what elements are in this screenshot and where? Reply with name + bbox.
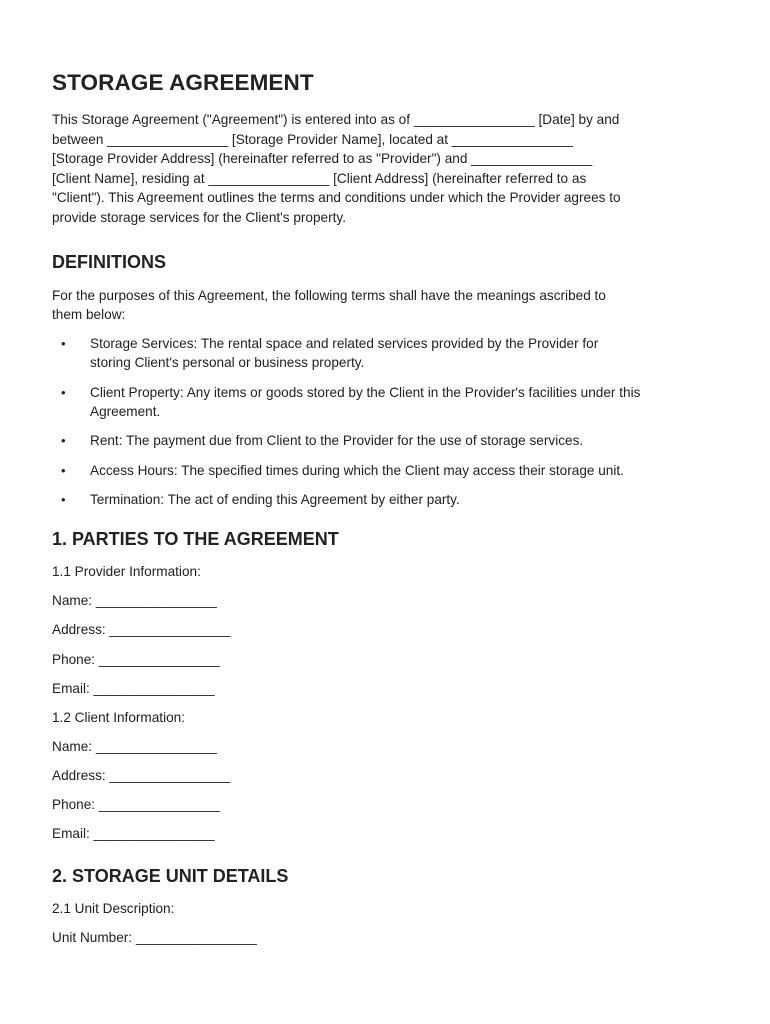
intro-line: [Client Name], residing at ________________ [Client Address] (hereinafter referred to as: [52, 170, 587, 186]
storage-unit-heading: 2. STORAGE UNIT DETAILS: [52, 865, 289, 886]
provider-name-field: Name: ________________: [52, 593, 217, 609]
intro-line: provide storage services for the Client's property.: [52, 209, 346, 225]
definition-line: storing Client's personal or business property.: [90, 355, 365, 371]
definitions-list: [52, 334, 724, 510]
definition-line: Termination: The act of ending this Agreement by either party.: [90, 491, 460, 507]
definition-item-client-property: [52, 383, 724, 422]
client-email-field: Email: ________________: [52, 826, 215, 842]
document-page: [52, 68, 724, 947]
definitions-heading: DEFINITIONS: [52, 251, 167, 272]
provider-email-field: Email: ________________: [52, 680, 215, 696]
bullet-icon: •: [61, 491, 66, 507]
client-info-heading: 1.2 Client Information:: [52, 709, 185, 725]
provider-phone-field: Phone: ________________: [52, 651, 220, 667]
parties-heading: 1. PARTIES TO THE AGREEMENT: [52, 529, 339, 550]
definitions-intro: [52, 286, 724, 325]
definition-line: Rent: The payment due from Client to the Provider for the use of storage services.: [90, 433, 584, 449]
bullet-icon: •: [61, 335, 66, 351]
unit-description-heading: 2.1 Unit Description:: [52, 900, 175, 916]
provider-address-field: Address: ________________: [52, 622, 231, 638]
bullet-icon: •: [61, 462, 66, 478]
definition-item-access-hours: [52, 461, 724, 481]
definition-item-storage-services: [52, 334, 724, 373]
intro-line: between ________________ [Storage Provider Name], located at ________________: [52, 131, 573, 147]
unit-number-field: Unit Number: ________________: [52, 929, 257, 945]
bullet-icon: •: [61, 433, 66, 449]
client-phone-field: Phone: ________________: [52, 797, 220, 813]
definitions-intro-line: them below:: [52, 307, 126, 323]
definition-line: Access Hours: The specified times during which the Client may access their storage unit.: [90, 462, 624, 478]
client-address-field: Address: ________________: [52, 767, 231, 783]
definition-line: Agreement.: [90, 404, 161, 420]
definitions-intro-line: For the purposes of this Agreement, the following terms shall have the meanings ascribed to: [52, 287, 606, 303]
provider-info-heading: 1.1 Provider Information:: [52, 564, 201, 580]
client-name-field: Name: ________________: [52, 738, 217, 754]
definition-line: Storage Services: The rental space and related services provided by the Provider for: [90, 335, 599, 351]
intro-paragraph: [52, 110, 724, 228]
intro-line: This Storage Agreement ("Agreement") is entered into as of ________________ [Date] by and: [52, 112, 620, 127]
definition-item-rent: [52, 431, 724, 451]
definition-item-termination: [52, 490, 724, 510]
definition-line: Client Property: Any items or goods stored by the Client in the Provider's facilities under this: [90, 384, 641, 400]
bullet-icon: •: [61, 384, 66, 400]
intro-line: "Client"). This Agreement outlines the terms and conditions under which the Provider agrees to: [52, 190, 621, 206]
intro-line: [Storage Provider Address] (hereinafter referred to as "Provider") and ________________: [52, 151, 593, 167]
document-title: STORAGE AGREEMENT: [52, 70, 314, 95]
